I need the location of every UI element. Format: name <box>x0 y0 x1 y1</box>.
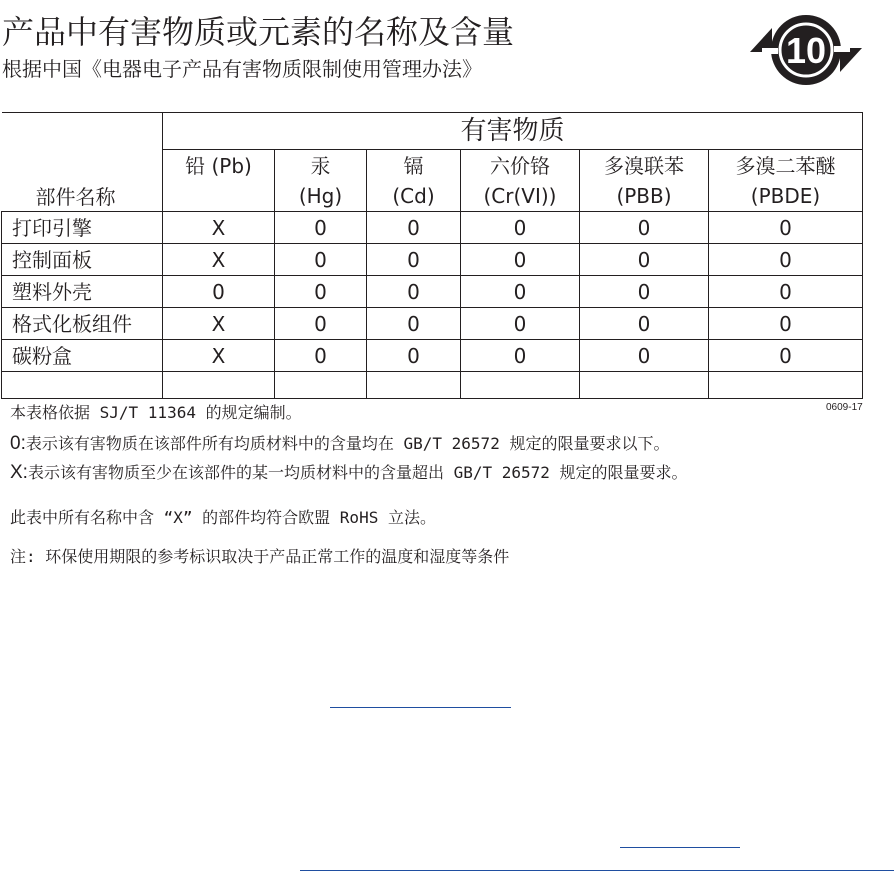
note-x-lead: X: <box>10 462 28 483</box>
table-row <box>2 308 863 340</box>
logo-number: 10 <box>785 30 827 71</box>
part-name: 打印引擎 <box>2 212 163 244</box>
hyperlink-underline[interactable] <box>330 707 511 708</box>
table-cell: 0 <box>709 212 863 244</box>
table-cell: 0 <box>709 244 863 276</box>
table-cell: 0 <box>709 340 863 372</box>
table-cell: 0 <box>461 308 580 340</box>
table-cell: 0 <box>580 276 709 308</box>
table-cell: 0 <box>709 308 863 340</box>
part-name: 格式化板组件 <box>2 308 163 340</box>
table-cell: X <box>163 340 275 372</box>
table-cell <box>580 372 709 399</box>
table-cell: 0 <box>275 212 367 244</box>
table-cell: 0 <box>367 340 461 372</box>
column-header-lead: 铅 (Pb) <box>163 150 275 212</box>
table-cell: X <box>163 308 275 340</box>
table-cell: 0 <box>163 276 275 308</box>
table-cell <box>461 372 580 399</box>
table-cell: 0 <box>580 244 709 276</box>
note-x-text: 表示该有害物质至少在该部件的某一均质材料中的含量超出 GB/T 26572 规定的限量要求。 <box>27 463 688 482</box>
part-name: 控制面板 <box>2 244 163 276</box>
part-name: 碳粉盒 <box>2 340 163 372</box>
column-header-cadmium: 镉 (Cd) <box>367 150 461 212</box>
table-cell: 0 <box>461 340 580 372</box>
table-cell <box>163 372 275 399</box>
table-row <box>2 276 863 308</box>
table-row <box>2 212 863 244</box>
column-header-mercury: 汞 (Hg) <box>275 150 367 212</box>
note-zero-lead: 0: <box>10 433 26 454</box>
table-cell <box>367 372 461 399</box>
table-row <box>2 340 863 372</box>
efup-10-icon <box>748 8 864 90</box>
table-cell: 0 <box>367 212 461 244</box>
table-cell: X <box>163 212 275 244</box>
table-cell <box>2 372 163 399</box>
table-cell: 0 <box>580 308 709 340</box>
note-x <box>10 463 688 483</box>
table-cell: 0 <box>275 244 367 276</box>
page-title: 产品中有害物质或元素的名称及含量 <box>2 13 515 51</box>
hyperlink-underline[interactable] <box>620 847 740 848</box>
document-code: 0609-17 <box>826 402 863 413</box>
note-zero-text: 表示该有害物质在该部件所有均质材料中的含量均在 GB/T 26572 规定的限量要求以下。 <box>25 434 670 453</box>
table-cell: 0 <box>275 340 367 372</box>
table-cell: 0 <box>367 244 461 276</box>
table-cell <box>275 372 367 399</box>
table-cell: 0 <box>367 276 461 308</box>
table-row <box>2 244 863 276</box>
page-subtitle: 根据中国《电器电子产品有害物质限制使用管理办法》 <box>2 57 482 81</box>
column-header-chromium: 六价铬 (Cr(VI)) <box>461 150 580 212</box>
note-basis: 本表格依据 SJ/T 11364 的规定编制。 <box>10 403 302 422</box>
hazardous-substances-table <box>1 112 863 399</box>
table-cell: 0 <box>275 308 367 340</box>
table-cell: 0 <box>580 212 709 244</box>
table-cell: X <box>163 244 275 276</box>
table-cell: 0 <box>367 308 461 340</box>
table-cell <box>709 372 863 399</box>
part-name: 塑料外壳 <box>2 276 163 308</box>
column-header-pbde: 多溴二苯醚 (PBDE) <box>709 150 863 212</box>
table-cell: 0 <box>461 244 580 276</box>
table-cell: 0 <box>461 276 580 308</box>
table-cell: 0 <box>275 276 367 308</box>
table-cell: 0 <box>709 276 863 308</box>
note-zero <box>10 434 669 454</box>
note-rohs: 此表中所有名称中含 “X” 的部件均符合欧盟 RoHS 立法。 <box>10 508 436 527</box>
note-footnote: 注: 环保使用期限的参考标识取决于产品正常工作的温度和湿度等条件 <box>10 547 510 566</box>
table-cell: 0 <box>580 340 709 372</box>
table-row-empty <box>2 372 863 399</box>
hazardous-substances-header: 有害物质 <box>163 113 863 150</box>
table-cell: 0 <box>461 212 580 244</box>
part-name-header: 部件名称 <box>2 113 163 212</box>
column-header-pbb: 多溴联苯 (PBB) <box>580 150 709 212</box>
